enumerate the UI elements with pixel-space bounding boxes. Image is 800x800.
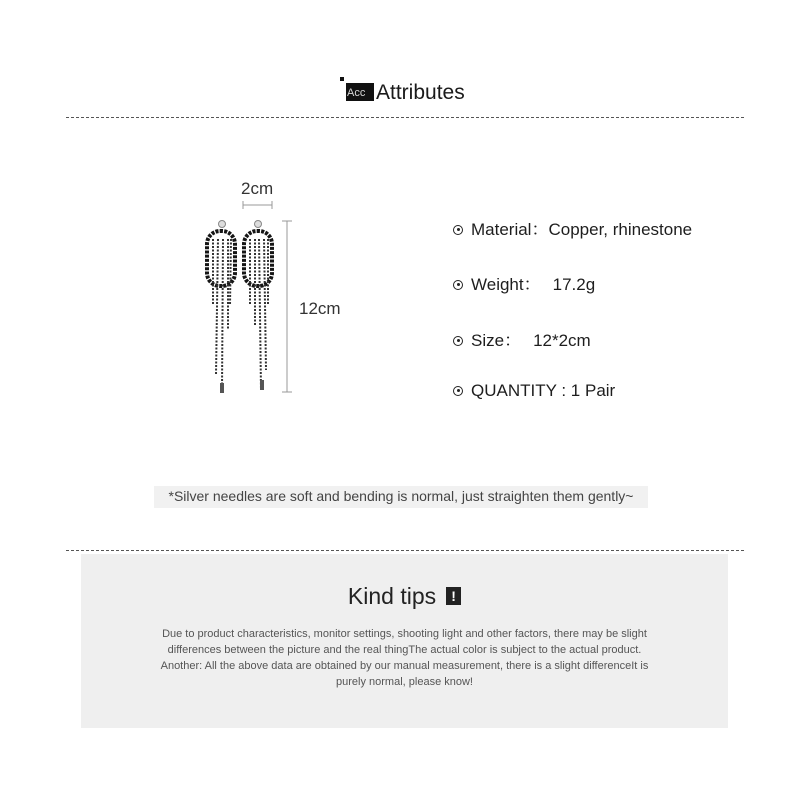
attr-size xyxy=(453,330,591,352)
tips-line: differences between the picture and the real thingThe actual color is subject to the actual product. xyxy=(167,644,642,656)
kind-tips-panel xyxy=(81,554,728,728)
kind-tips-body xyxy=(111,626,698,690)
tips-line: Due to product characteristics, monitor settings, shooting light and other factors, there may be slight xyxy=(162,628,647,640)
attr-label: Material： xyxy=(471,220,549,239)
earring-right xyxy=(244,221,272,391)
tips-line: Another: All the above data are obtained by our manual measurement, there is a slight differenceIt is xyxy=(160,660,649,672)
care-note xyxy=(154,486,648,508)
section-title: Attributes xyxy=(376,81,465,104)
kind-tips-heading xyxy=(81,582,728,610)
attr-label: QUANTITY : 1 Pair xyxy=(471,381,616,400)
divider-bottom xyxy=(66,550,744,551)
bullet-icon xyxy=(453,386,463,396)
header-badge: Acc xyxy=(346,83,374,101)
kind-tips-title: Kind tips xyxy=(347,583,437,609)
attr-value: 17.2g xyxy=(552,275,596,294)
width-label: 2cm xyxy=(241,179,274,198)
header-dot xyxy=(340,77,344,81)
earring-illustration xyxy=(195,175,355,405)
attr-label: Weight： xyxy=(471,275,541,294)
attr-value: Copper, rhinestone xyxy=(548,220,693,239)
attr-value: 12*2cm xyxy=(533,331,591,350)
care-note-text: *Silver needles are soft and bending is normal, just straighten them gently~ xyxy=(168,488,634,504)
divider-top xyxy=(66,117,744,118)
width-dimension-marker xyxy=(243,201,272,209)
attr-material xyxy=(453,219,692,241)
warning-icon: ! xyxy=(446,587,461,605)
length-label: 12cm xyxy=(299,299,341,318)
attr-quantity xyxy=(453,380,615,402)
bullet-icon xyxy=(453,225,463,235)
earring-left xyxy=(207,221,235,394)
tips-line: purely normal, please know! xyxy=(336,676,473,688)
length-dimension-marker xyxy=(282,221,292,392)
bullet-icon xyxy=(453,336,463,346)
attr-weight xyxy=(453,274,595,296)
attr-label: Size： xyxy=(471,331,522,350)
bullet-icon xyxy=(453,280,463,290)
